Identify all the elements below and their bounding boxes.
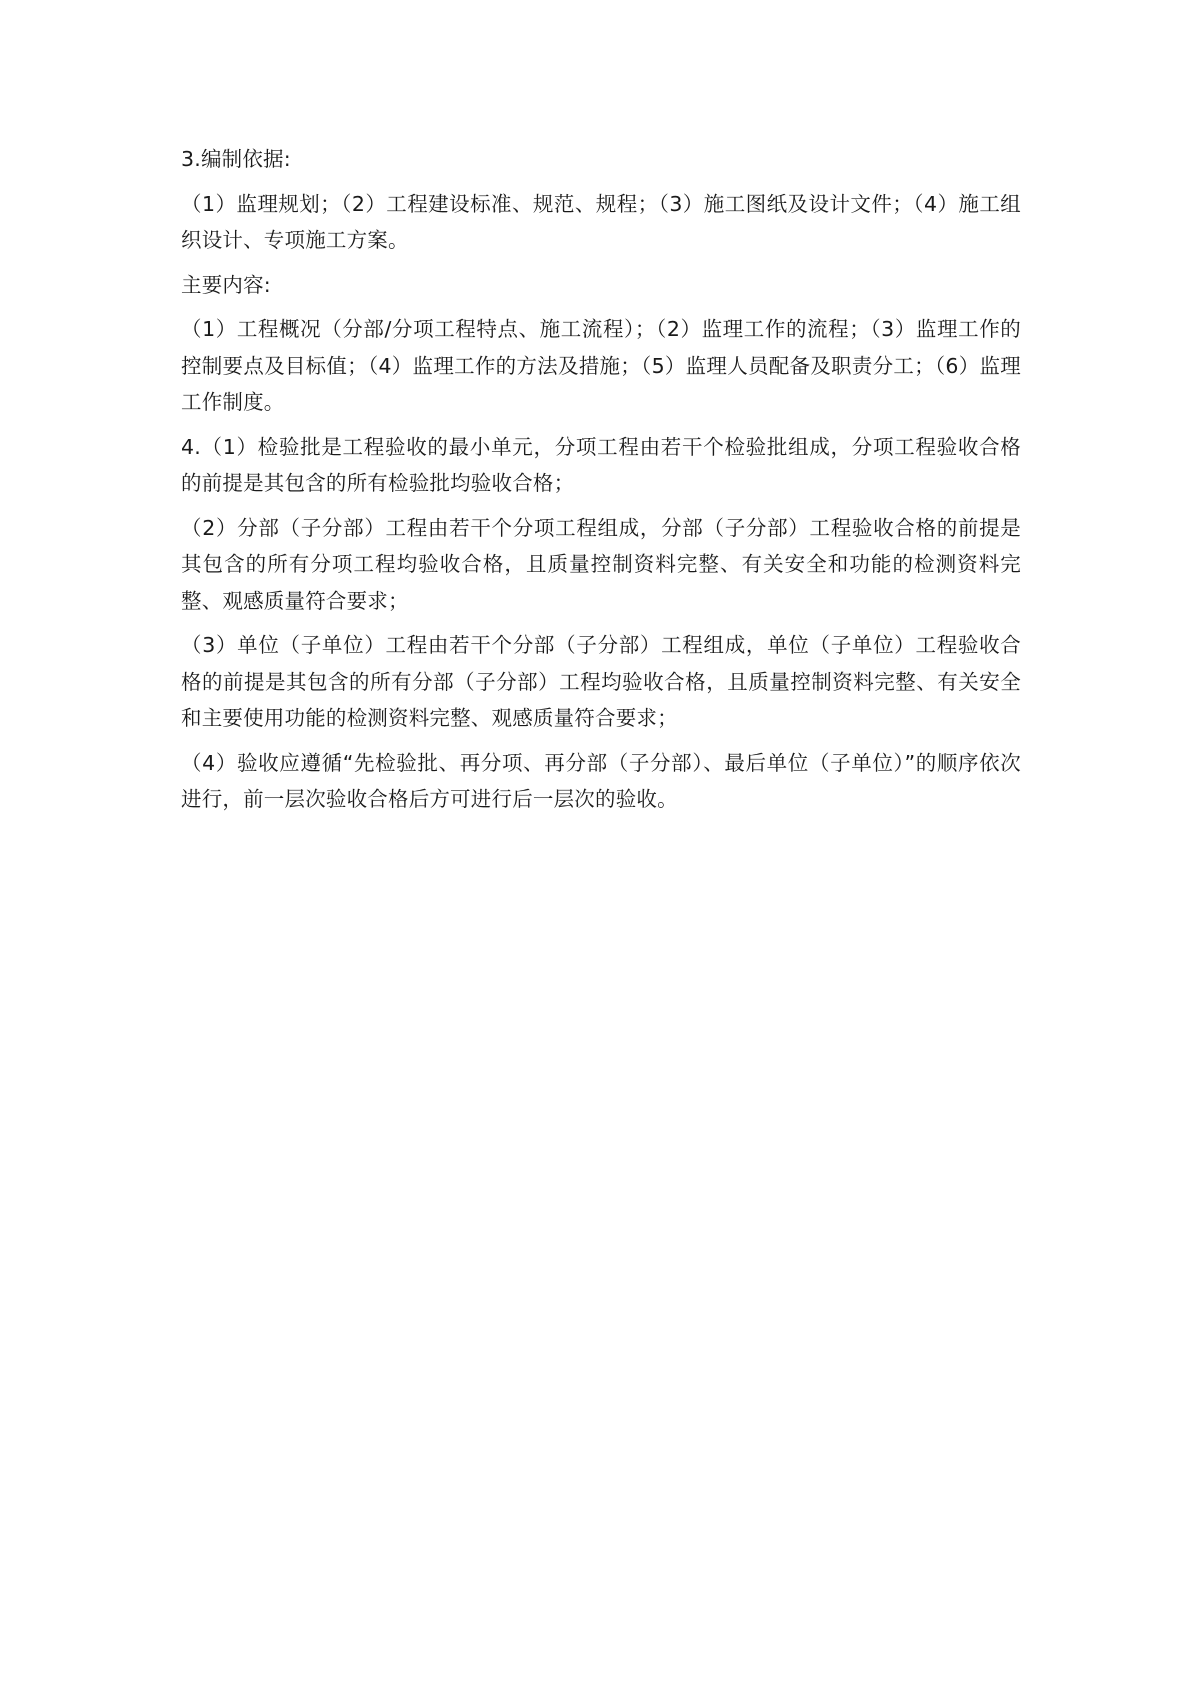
acceptance-sequence-paragraph: （4）验收应遵循“先检验批、再分项、再分部（子分部）、最后单位（子单位）”的顺序依次进行，前一层次验收合格后方可进行后一层次的验收。 (181, 750, 1021, 811)
inspection-batch-paragraph: 4.（1）检验批是工程验收的最小单元，分项工程由若干个检验批组成，分项工程验收合格的前提是其包含的所有检验批均验收合格； (181, 434, 1021, 495)
main-content-heading: 主要内容: (181, 272, 271, 297)
division-acceptance-paragraph: （2）分部（子分部）工程由若干个分项工程组成，分部（子分部）工程验收合格的前提是其包含的所有分项工程均验收合格，且质量控制资料完整、有关安全和功能的检测资料完整、观感质量符合要求； (181, 515, 1021, 613)
unit-acceptance-paragraph: （3）单位（子单位）工程由若干个分部（子分部）工程组成，单位（子单位）工程验收合格的前提是其包含的所有分部（子分部）工程均验收合格，且质量控制资料完整、有关安全和主要使用功能的检测资料完整、观感质量符合要求； (181, 633, 1021, 730)
document-body (181, 141, 1021, 826)
compilation-basis-list: （1）监理规划；（2）工程建设标准、规范、规程；（3）施工图纸及设计文件；（4）施工组织设计、专项施工方案。 (181, 191, 1021, 252)
main-content-list: （1）工程概况（分部/分项工程特点、施工流程）；（2）监理工作的流程；（3）监理工作的控制要点及目标值；（4）监理工作的方法及措施；（5）监理人员配备及职责分工；（6）监理工作制度。 (181, 317, 1021, 414)
compilation-basis-heading: 3.编制依据: (181, 147, 291, 171)
